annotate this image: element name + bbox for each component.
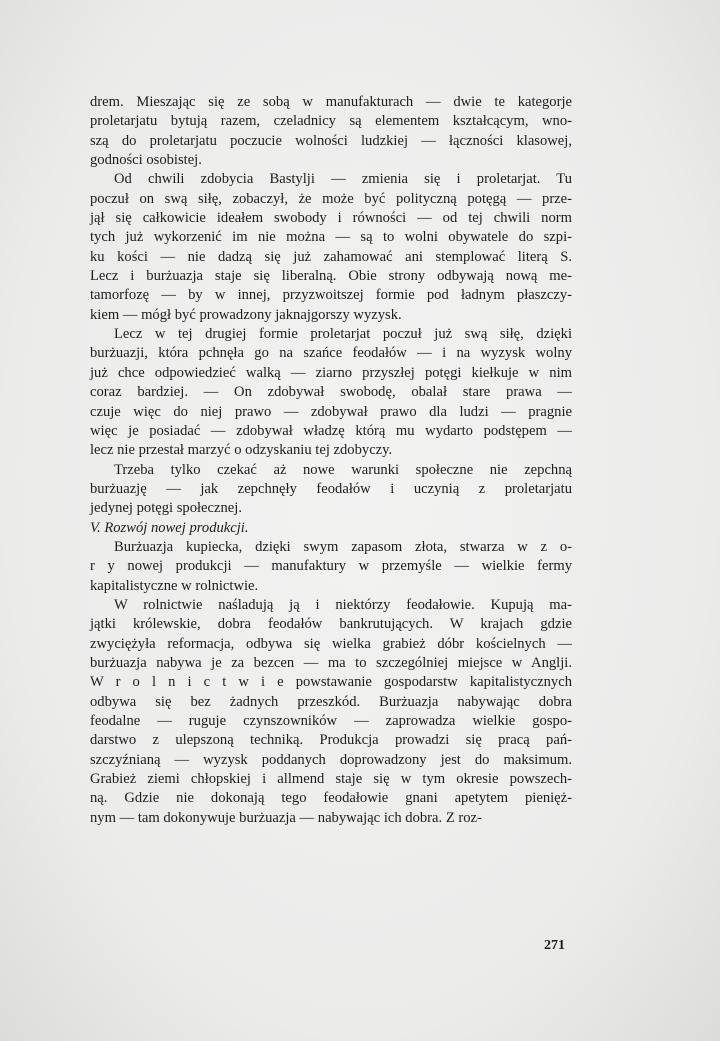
text-line: darstwo z ulepszoną techniką. Produkcja prowadzi się pracą pań- [90, 732, 572, 749]
text-line: Trzeba tylko czekać aż nowe warunki społeczne nie zepchną [114, 461, 572, 478]
text-line: coraz bardziej. — On zdobywał swobodę, obalał stare prawa — [90, 384, 572, 401]
text-line: jedynej potęgi społecznej. [90, 500, 242, 517]
text-line: szą do proletarjatu poczucie wolności ludzkiej — łączności klasowej, [90, 132, 572, 149]
text-line: jątki królewskie, dobra feodałów bankrutujących. W krajach gdzie [90, 616, 572, 633]
text-line: proletarjatu bytują razem, czeladnicy są elementem kształcącym, wno- [90, 113, 572, 130]
text-line: Grabież ziemi chłopskiej i allmend staje się w tym okresie powszech- [90, 771, 572, 788]
text-line: nym — tam dokonywuje burżuazja — nabywając ich dobra. Z roz- [90, 809, 482, 826]
text-line: lecz nie przestał marzyć o odzyskaniu tej zdobyczy. [90, 442, 393, 459]
text-line: burżuazja nabywa je za bezcen — ma to szczególniej miejsce w Anglji. [90, 654, 572, 671]
body-text [90, 93, 572, 828]
text-line: kiem — mógł być prowadzony jaknajgorszy wyzysk. [90, 306, 402, 323]
text-line: czuje więc do niej prawo — zdobywał prawo dla ludzi — pragnie [90, 403, 572, 420]
text-line: Burżuazja kupiecka, dzięki swym zapasom złota, stwarza w z o- [114, 538, 572, 555]
text-line: odbywa się bez żadnych przeszkód. Burżuazja nabywając dobra [90, 693, 572, 710]
text-line: zwyciężyła reformacja, odbywa się wielka grabież dóbr kościelnych — [90, 635, 572, 652]
text-line: W r o l n i c t w i e powstawanie gospodarstw kapitalistycznych [90, 674, 572, 691]
text-line: r y nowej produkcji — manufaktury w przemyśle — wielkie fermy [90, 558, 572, 575]
text-line: burżuazji, która pchnęła go na szańce feodałów — i na wyzysk wolny [90, 345, 572, 362]
text-line: szczyźnianą — wyzysk poddanych doprowadzony jest do maksimum. [90, 751, 572, 768]
text-line: kapitalistyczne w rolnictwie. [90, 577, 259, 594]
text-line: tych już wykorzenić im nie można — są to wolni obywatele do szpi- [90, 229, 572, 246]
text-line: tamorfozę — by w innej, przyzwoitszej formie pod ładnym płaszczy- [90, 287, 572, 304]
text-line: ną. Gdzie nie dokonają tego feodałowie gnani apetytem pienięż- [90, 790, 572, 807]
text-line: godności osobistej. [90, 152, 202, 169]
text-line: W rolnictwie naśladują ją i niektórzy feodałowie. Kupują ma- [114, 596, 572, 613]
text-line: jął się całkowicie ideałem swobody i równości — od tej chwili norm [90, 210, 572, 227]
text-line: więc je posiadać — zdobywał władzę którą mu wydarto podstępem — [90, 422, 572, 439]
text-line: ku kości — nie dadzą się już zahamować ani stemplować literą S. [90, 248, 572, 265]
text-line: Lecz w tej drugiej formie proletarjat poczuł już swą siłę, dzięki [114, 326, 572, 343]
text-line: już chce odpowiedzieć walką — ziarno przyszłej potęgi kiełkuje w nim [90, 364, 572, 381]
section-heading: V. Rozwój nowej produkcji. [90, 519, 249, 536]
text-line: poczuł on swą siłę, zobaczył, że może być polityczną potęgą — prze- [90, 190, 572, 207]
text-line: drem. Mieszając się ze sobą w manufakturach — dwie te kategorje [90, 94, 572, 110]
page-number: 271 [544, 938, 565, 953]
text-line: Lecz i burżuazja staje się liberalną. Obie strony odbywają nową me- [90, 268, 572, 285]
text-line: Od chwili zdobycia Bastylji — zmienia się i proletarjat. Tu [114, 171, 572, 188]
text-line: burżuazję — jak zepchnęły feodałów i uczynią z proletarjatu [90, 480, 572, 497]
text-line: feodalne — ruguje czynszowników — zaprowadza wielkie gospo- [90, 713, 572, 729]
